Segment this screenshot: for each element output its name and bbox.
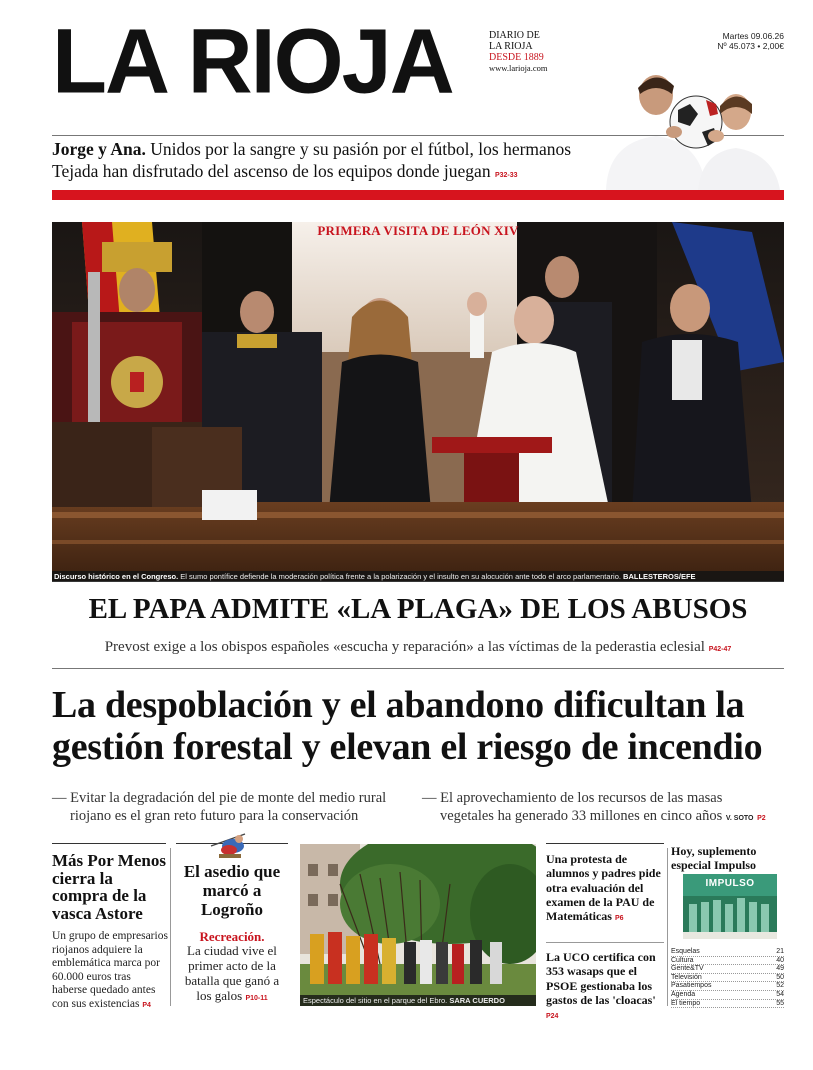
- divider: [546, 843, 664, 844]
- main-subheadline: [52, 637, 784, 660]
- index-page: 54: [776, 990, 784, 998]
- soldier-illustration-icon: [205, 828, 255, 862]
- story-headline[interactable]: [546, 950, 666, 1024]
- story-text: Un grupo de empresarios riojanos adquiere la emblemática marca por 60.000 euros tras haberse quedado antes con sus existencias: [52, 930, 168, 1010]
- players-photo: [598, 70, 784, 190]
- issue-info: [717, 31, 784, 51]
- red-band: [52, 190, 784, 200]
- main-headline[interactable]: EL PAPA ADMITE «LA PLAGA» DE LOS ABUSOS: [88, 593, 748, 625]
- index-row[interactable]: [671, 974, 784, 983]
- teaser-lead: Jorge y Ana.: [52, 139, 146, 159]
- divider: [546, 942, 664, 943]
- page-reference: P24: [546, 1013, 559, 1021]
- index-label: Televisión: [671, 973, 702, 981]
- index-row[interactable]: [671, 965, 784, 974]
- index-page: 55: [776, 999, 784, 1007]
- divider: [52, 843, 166, 844]
- bullet-line: riojano es el gran reto futuro para la conservación: [70, 807, 359, 824]
- photo-credit: BALLESTEROS/EFE: [623, 572, 696, 581]
- index-page: 50: [776, 973, 784, 981]
- divider: [667, 848, 668, 1006]
- index-row[interactable]: [671, 957, 784, 966]
- index-page: 40: [776, 956, 784, 964]
- story-headline[interactable]: [546, 852, 666, 926]
- website-link[interactable]: www.larioja.com: [489, 63, 548, 73]
- page-reference: P32-33: [494, 172, 518, 179]
- index-page: 49: [776, 965, 784, 973]
- index-label: El tiempo: [671, 999, 701, 1007]
- newspaper-logo: LA RIOJA: [52, 11, 453, 114]
- photo-kicker: PRIMERA VISITA DE LEÓN XIV: [317, 223, 519, 238]
- bullet-line-end: [422, 808, 792, 828]
- index-label: Esquelas: [671, 948, 700, 955]
- story-body: [52, 930, 168, 1012]
- page-reference: P6: [614, 915, 624, 923]
- second-headline[interactable]: La despoblación y el abandono dificultan la gestión forestal y elevan el riesgo de incendio: [52, 684, 763, 768]
- photo-credit: SARA CUERDO: [449, 996, 505, 1005]
- divider: [52, 668, 784, 669]
- subhead-text: Prevost exige a los obispos españoles «escucha y reparación» a las víctimas de la pederastia eclesial: [104, 639, 709, 655]
- bullet-line: — Evitar la degradación del pie de monte del medio rural: [52, 790, 387, 806]
- supplement-logo: IMPULSO: [705, 878, 755, 889]
- subtitle-line1: DIARIO DE: [489, 30, 540, 41]
- bullet-line: — El aprovechamiento de los recursos de las masas: [422, 790, 723, 806]
- issue-date: Martes 09.06.26: [722, 31, 784, 41]
- index-row[interactable]: [671, 1000, 784, 1009]
- index-page: 52: [776, 982, 784, 990]
- story-body: [176, 943, 288, 1006]
- story-kicker: Recreación.: [199, 929, 265, 944]
- story-text: Una protesta de alumnos y padres pide otra evaluación del examen de la PAU de Matemáticas: [546, 852, 661, 924]
- teaser-text: Unidos por la sangre y su pasión por el fútbol, los hermanos Tejada han disfrutado del ascenso de los equipos donde juegan: [52, 139, 572, 181]
- since-label: DESDE 1889: [489, 52, 544, 63]
- siege-reenactment-photo: [300, 844, 536, 1006]
- teaser-story[interactable]: [52, 138, 597, 187]
- byline: V. SOTO: [725, 814, 754, 822]
- index-label: Pasatiempos: [671, 982, 712, 990]
- index-row[interactable]: [671, 982, 784, 991]
- bullet-point: [422, 790, 792, 827]
- index-label: Gente&TV: [671, 965, 704, 973]
- main-photo-pope-congress: [52, 222, 784, 581]
- story-text: La ciudad vive el primer acto de la batalla que ganó a los galos: [184, 943, 280, 1003]
- page-reference: P42-47: [708, 646, 732, 653]
- masthead-subtitle: [489, 30, 547, 74]
- index-label: Agenda: [671, 990, 696, 998]
- story-headline[interactable]: El asedio que marcó a Logroño: [183, 862, 281, 919]
- supplement-headline[interactable]: Hoy, suplemento especial Impulso: [671, 844, 757, 873]
- index-page: 21: [776, 948, 784, 955]
- story-text: La UCO certifica con 353 wasaps que el PSOE gestionaba los gastos de las 'cloacas': [546, 950, 656, 1007]
- supplement-cover[interactable]: [683, 874, 777, 939]
- story-headline[interactable]: Más Por Menos cierra la compra de la vasca Astore: [52, 851, 166, 923]
- divider: [170, 848, 171, 1006]
- bullet-point: [52, 790, 422, 825]
- caption-lead: Discurso histórico en el Congreso.: [54, 572, 179, 581]
- index-label: Cultura: [671, 956, 694, 964]
- bullet-text: vegetales ha generado 33 millones en cinco años: [440, 807, 726, 824]
- page-reference: P10-11: [245, 995, 268, 1002]
- index-row[interactable]: [671, 991, 784, 1000]
- photo-caption: [52, 571, 784, 582]
- caption-text: El sumo pontífice defiende la moderación política frente a la polarización y el insulto en su alocución ante todo el arco parlamentario.: [178, 572, 624, 581]
- subtitle-line2: LA RIOJA: [489, 41, 533, 52]
- section-index: [671, 948, 784, 1008]
- caption-text: Espectáculo del sitio en el parque del Ebro.: [303, 996, 450, 1005]
- issue-number: Nº 45.073 • 2,00€: [717, 41, 784, 51]
- photo-caption: [300, 995, 536, 1006]
- page-reference: P2: [757, 814, 766, 822]
- page-reference: P4: [142, 1001, 151, 1009]
- index-row[interactable]: [671, 948, 784, 957]
